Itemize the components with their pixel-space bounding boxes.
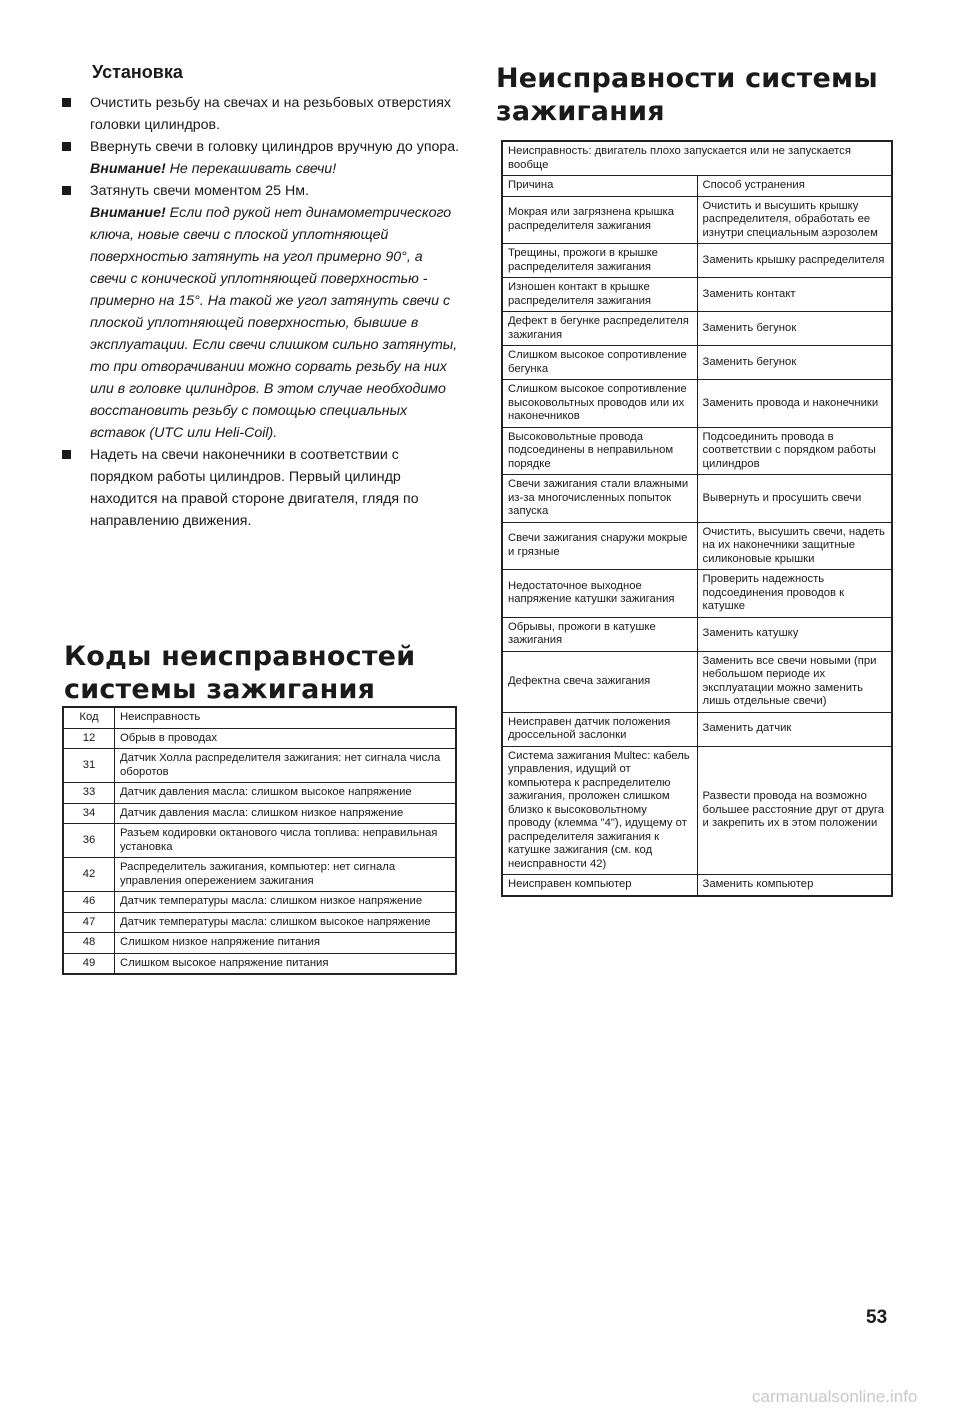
table-row	[63, 892, 456, 913]
table-row	[502, 712, 892, 746]
table-row	[502, 617, 892, 651]
description-cell: Датчик давления масла: слишком высокое напряжение	[115, 783, 457, 804]
remedy-cell: Заменить бегунок	[697, 312, 892, 346]
description-cell: Датчик температуры масла: слишком низкое напряжение	[115, 892, 457, 913]
table-row	[502, 244, 892, 278]
bullet-item: Ввернуть свечи в головку цилиндров вручную до упора.	[58, 136, 463, 158]
description-cell: Датчик давления масла: слишком низкое напряжение	[115, 803, 457, 824]
bullet-item: Надеть на свечи наконечники в соответствии с порядком работы цилиндров. Первый цилиндр находится на правой стороне двигателя, глядя по направлению движения.	[58, 444, 463, 532]
cause-cell: Трещины, прожоги в крышке распределителя зажигания	[502, 244, 697, 278]
code-cell: 33	[63, 783, 115, 804]
description-cell: Датчик температуры масла: слишком высокое напряжение	[115, 912, 457, 933]
warning-label: Внимание!	[90, 205, 166, 221]
description-cell: Слишком высокое напряжение питания	[115, 953, 457, 974]
code-cell: 48	[63, 933, 115, 954]
cause-cell: Мокрая или загрязнена крышка распределителя зажигания	[502, 196, 697, 244]
faults-heading: Неисправности системы зажигания	[496, 63, 878, 127]
description-cell: Разъем кодировки октанового числа топлива: неправильная установка	[115, 824, 457, 858]
warning-label: Внимание!	[90, 161, 166, 177]
table-row	[63, 933, 456, 954]
bullet-item: Затянуть свечи моментом 25 Нм.	[58, 180, 463, 202]
remedy-cell: Заменить компьютер	[697, 875, 892, 896]
fault-codes-table	[62, 706, 457, 975]
table-row	[502, 475, 892, 523]
warning-note	[58, 202, 463, 444]
remedy-cell: Заменить провода и наконечники	[697, 380, 892, 428]
description-cell: Распределитель зажигания, компьютер: нет сигнала управления опережением зажигания	[115, 858, 457, 892]
table-row	[502, 380, 892, 428]
cause-cell: Неисправен датчик положения дроссельной заслонки	[502, 712, 697, 746]
cause-cell: Свечи зажигания стали влажными из-за многочисленных попыток запуска	[502, 475, 697, 523]
code-cell: 46	[63, 892, 115, 913]
header-cell: Код	[63, 707, 115, 728]
cause-cell: Обрывы, прожоги в катушке зажигания	[502, 617, 697, 651]
cause-cell: Система зажигания Multec: кабель управления, идущий от компьютера к распределителю зажигания, проложен слишком близко к высоковольтному проводу (клемма "4"), идущему от распределителя зажигания к катушке зажигания (см. код неисправности 42)	[502, 746, 697, 875]
description-cell: Слишком низкое напряжение питания	[115, 933, 457, 954]
code-cell: 31	[63, 749, 115, 783]
table-row	[63, 749, 456, 783]
remedy-cell: Вывернуть и просушить свечи	[697, 475, 892, 523]
table-row	[63, 783, 456, 804]
remedy-cell: Заменить катушку	[697, 617, 892, 651]
table-row	[63, 728, 456, 749]
code-cell: 36	[63, 824, 115, 858]
remedy-cell: Заменить все свечи новыми (при небольшом периоде их эксплуатации можно заменить лишь отдельные свечи)	[697, 651, 892, 712]
remedy-cell: Заменить датчик	[697, 712, 892, 746]
table-row	[502, 875, 892, 896]
cause-cell: Слишком высокое сопротивление бегунка	[502, 346, 697, 380]
remedy-cell: Очистить, высушить свечи, надеть на их наконечники защитные силиконовые крышки	[697, 522, 892, 570]
table-row	[63, 953, 456, 974]
table-row	[502, 746, 892, 875]
remedy-cell: Заменить крышку распределителя	[697, 244, 892, 278]
table-row	[502, 570, 892, 618]
warning-note	[58, 158, 463, 180]
remedy-cell: Подсоединить провода в соответствии с порядком работы цилиндров	[697, 427, 892, 475]
table-header-row	[502, 176, 892, 197]
page-number: 53	[866, 1307, 888, 1328]
code-cell: 47	[63, 912, 115, 933]
cause-cell: Изношен контакт в крышке распределителя зажигания	[502, 278, 697, 312]
cause-cell: Свечи зажигания снаружи мокрые и грязные	[502, 522, 697, 570]
remedy-cell: Проверить надежность подсоединения проводов к катушке	[697, 570, 892, 618]
code-cell: 12	[63, 728, 115, 749]
ignition-faults-table	[501, 140, 893, 897]
table-row	[502, 278, 892, 312]
table-row	[502, 196, 892, 244]
table-row	[63, 858, 456, 892]
cause-cell: Дефект в бегунке распределителя зажигания	[502, 312, 697, 346]
code-cell: 49	[63, 953, 115, 974]
cause-cell: Слишком высокое сопротивление высоковольтных проводов или их наконечников	[502, 380, 697, 428]
codes-heading: Коды неисправностей системы зажигания	[64, 641, 416, 705]
section-subheading: Установка	[92, 62, 183, 82]
code-cell: 42	[63, 858, 115, 892]
table-row	[502, 651, 892, 712]
description-cell: Обрыв в проводах	[115, 728, 457, 749]
code-cell: 34	[63, 803, 115, 824]
remedy-cell: Развести провода на возможно большее расстояние друг от друга и закрепить их в этом положении	[697, 746, 892, 875]
table-row	[63, 803, 456, 824]
table-row	[502, 522, 892, 570]
remedy-cell: Очистить и высушить крышку распределителя, обработать ее изнутри специальным аэрозолем	[697, 196, 892, 244]
installation-text	[58, 92, 463, 532]
table-row	[63, 912, 456, 933]
warning-text: Не перекашивать свечи!	[165, 161, 337, 177]
table-row	[63, 824, 456, 858]
header-cell: Способ устранения	[697, 176, 892, 197]
watermark: carmanualsonline.info	[752, 1387, 918, 1406]
cause-cell: Недостаточное выходное напряжение катушки зажигания	[502, 570, 697, 618]
cause-cell: Дефектна свеча зажигания	[502, 651, 697, 712]
table-title: Неисправность: двигатель плохо запускается или не запускается вообще	[502, 141, 892, 176]
table-row	[502, 346, 892, 380]
bullet-item: Очистить резьбу на свечах и на резьбовых отверстиях головки цилиндров.	[58, 92, 463, 136]
remedy-cell: Заменить контакт	[697, 278, 892, 312]
cause-cell: Неисправен компьютер	[502, 875, 697, 896]
table-title-row	[502, 141, 892, 176]
cause-cell: Высоковольтные провода подсоединены в неправильном порядке	[502, 427, 697, 475]
description-cell: Датчик Холла распределителя зажигания: нет сигнала числа оборотов	[115, 749, 457, 783]
table-header-row	[63, 707, 456, 728]
warning-text: Если под рукой нет динамометрического ключа, новые свечи с плоской уплотняющей поверхностью затянуть на угол примерно 90°, а свечи с конической уплотняющей поверхностью - примерно на 15°. На такой же угол затянуть свечи с плоской уплотняющей поверхностью, бывшие в эксплуатации. Если свечи слишком сильно затянуты, то при отворачивании можно сорвать резьбу на них или в головке цилиндров. В этом случае необходимо восстановить резьбу с помощью специальных вставок (UTC или Heli-Coil).	[90, 205, 458, 441]
remedy-cell: Заменить бегунок	[697, 346, 892, 380]
header-cell: Неисправность	[115, 707, 457, 728]
header-cell: Причина	[502, 176, 697, 197]
table-row	[502, 312, 892, 346]
table-row	[502, 427, 892, 475]
